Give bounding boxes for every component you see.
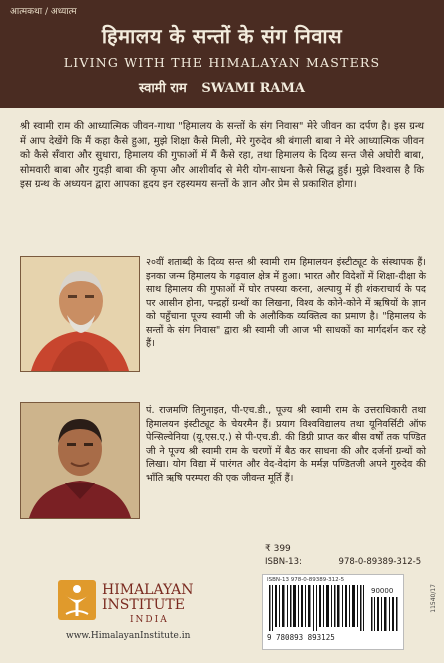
- author-photo-tigunait: [20, 402, 140, 519]
- isbn-value: 978-0-89389-312-5: [338, 557, 422, 567]
- title-banner: [0, 0, 444, 108]
- barcode-addon-bars: [371, 597, 399, 631]
- publisher-line3: INDIA: [130, 615, 169, 625]
- category-label: आत्मकथा / अध्यात्म: [10, 7, 77, 17]
- side-code: 11540/17: [430, 584, 437, 613]
- barcode-isbn-text: ISBN-13 978-0-89389-312-5: [267, 577, 345, 583]
- isbn-line: [265, 557, 421, 567]
- author-english: SWAMI RAMA: [201, 81, 305, 96]
- author-hindi: स्वामी राम: [139, 81, 187, 96]
- author-line: [0, 78, 444, 96]
- title-hindi: हिमालय के सन्तों के संग निवास: [101, 24, 343, 48]
- bio-swami-rama: २०वीं शताब्दी के दिव्य सन्त श्री स्वामी राम हिमालयन इंस्टीट्यूट के संस्थापक हैं। इनका जन्म हिमालय के गढ़वाल क्षेत्र में हुआ। भारत और विदेशों में शिक्षा-दीक्षा के साथ हिमालय की गुफाओं में घोर तपस्या करना, अल्पायु में ही शंकराचार्य के पद पर आसीन होना, पन्द्रहों ग्रन्थों का लिखना, विश्व के कोने-कोने में ऋषियों के ज्ञान को पहुँचाना पूज्य स्वामी जी के अलौकिक व्यक्तित्व का प्रमाण है। "हिमालय के सन्तों के संग निवास" द्वारा श्री स्वामी जी आज भी साधकों का मार्गदर्शन कर रहे हैं।: [146, 257, 426, 349]
- publisher-line2: INSTITUTE: [102, 597, 185, 613]
- bio-tigunait: पं. राजमणि तिगुनाइत, पी-एच.डी., पूज्य श्री स्वामी राम के उत्तराधिकारी तथा हिमालयन इंस्टीट्यूट के चेयरमैन हैं। प्रयाग विश्वविद्यालय तथा यूनिवर्सिटी ऑफ पेन्सिल्वेनिया (यू.एस.ए.) से पी-एच.डी. की डिग्री प्राप्त कर बीस वर्षों तक पण्डित जी ने पूज्य श्री स्वामी राम के चरणों में बैठ कर साधना की और दर्जनों ग्रन्थों को लिखा। योग विद्या में पारंगत और वेद-वेदांग के मर्मज्ञ पण्डितजी अपने गुरुदेव की भाँति ऋषि परम्परा की एक जीवन्त मूर्ति हैं।: [146, 405, 426, 484]
- publisher-website: www.HimalayanInstitute.in: [66, 631, 191, 641]
- barcode-price-code: 90000: [371, 587, 394, 595]
- publisher-name: [102, 583, 194, 628]
- himalayan-institute-logo-icon: [58, 580, 96, 620]
- barcode: [262, 574, 404, 650]
- barcode-digits: 9 780893 893125: [267, 633, 335, 642]
- price-label: ₹ 399: [265, 544, 291, 554]
- isbn-label: ISBN-13:: [265, 557, 302, 567]
- title-english: LIVING WITH THE HIMALAYAN MASTERS: [63, 55, 381, 70]
- intro-paragraph: श्री स्वामी राम की आध्यात्मिक जीवन-गाथा "हिमालय के सन्तों के संग निवास" मेरे जीवन का दर्पण है। इस ग्रन्थ में आप देखेंगे कि मैं कहा कैसे हुआ, मुझे शिक्षा कैसे मिली, मेरे गुरुदेव श्री बंगाली बाबा ने मेरे आध्यात्मिक जीवन को कैसे सँवारा और सुधारा, हिमालय की गुफाओं में मैं कैसे रहा, तथा हिमालय के दिव्य सन्त जैसे अघोरी बाबा, सोमवारी बाबा और गुदड़ी बाबा की कृपा और आशीर्वाद से मेरी योग-साधना कैसे सिद्ध हुई। मुझे विश्वास है कि इस ग्रन्थ के अध्ययन द्वारा आपका हृदय इन रहस्यमय सन्तों के ज्ञान और प्रेम से प्रकाशित होगा।: [20, 121, 424, 191]
- publisher-line1: HIMALAYAN: [102, 582, 194, 598]
- barcode-bars: [269, 585, 365, 631]
- author-photo-swami-rama: [20, 256, 140, 372]
